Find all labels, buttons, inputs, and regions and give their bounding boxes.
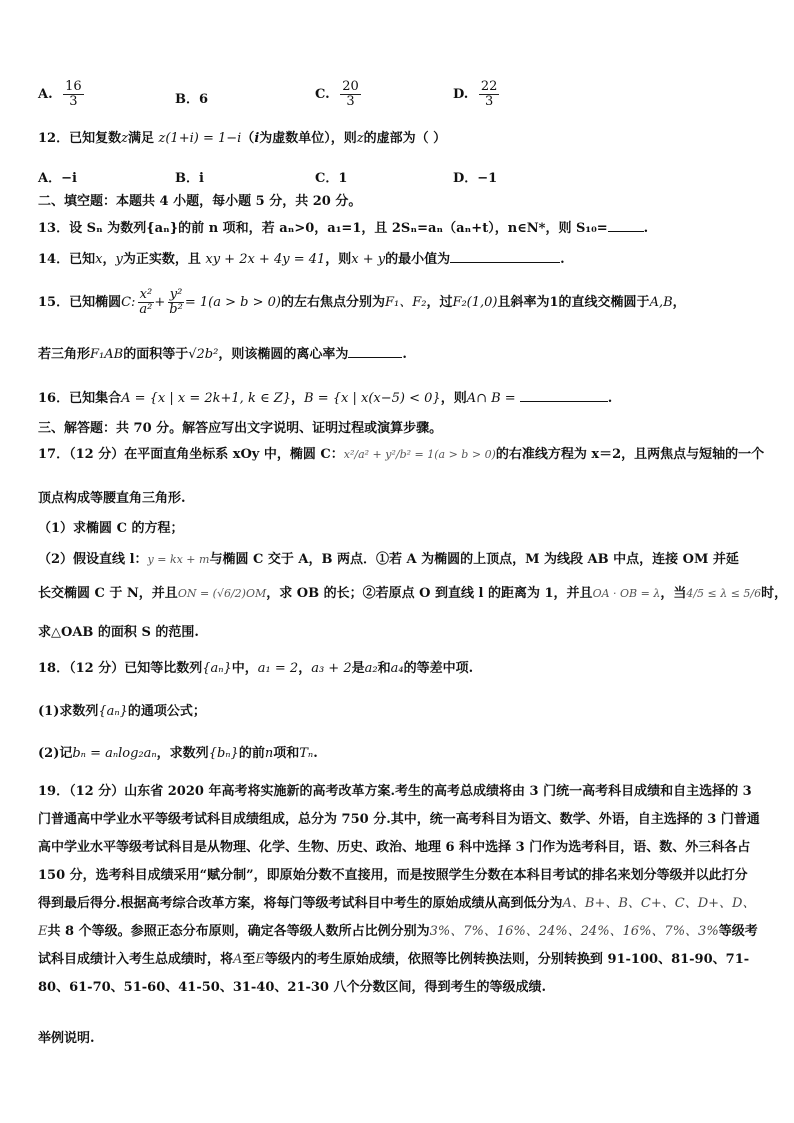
frac-x2-a2: $\frac{\text{x²}}{\text{a²}}$: [139, 287, 153, 317]
answer-blank: [450, 250, 560, 263]
fraction-a: $\frac{16}{3}$: [65, 79, 82, 109]
question-19: 19．（12 分）山东省 2020 年高考将实施新的高考改革方案.考生的高考总成绩将由 3 门统一高考科目成绩和自主选择的 3 门普通高中学业水平等级考试科目成绩组成，总分为 750 分.其中，统一高考科目为语文、数学、外语，自主选择的 3 门普通高中学业水平等级考试科目是从物理、化学、生物、历史、政治、地理 6 科中选择 3 门作为选考科目，语、数、外三科各占 150 分，选考科目成绩采用“赋分制”，即原始分数不直接用，而是按照学生分数在本科目考试的排名来划分等级并以此打分得到最后得分.根据高考综合改革方案，将每门等级考试科目中考生的原始成绩从高到低分为A、B+、B、C+、C、D+、D、E共 8 个等级。参照正态分布原则，确定各等级人数所占比例分别为3%、7%、16%、24%、24%、16%、7%、3%等级考试科目成绩计入考生总成绩时，将A至E等级内的考生原始成绩，依照等比例转换法则，分别转换到 91-100、81-90、71-80、61-70、51-60、41-50、31-40、21-30 八个分数区间，得到考生的等级成绩.: [38, 784, 760, 995]
question-17-line5: 求△OAB 的面积 S 的范围.: [38, 625, 199, 640]
question-15-line2: 若三角形F₁AB的面积等于√2b²，则该椭圆的离心率为 .: [38, 347, 407, 362]
answer-blank: [348, 345, 402, 358]
answer-blank: [520, 389, 608, 402]
question-17-line2: 顶点构成等腰直角三角形.: [38, 491, 186, 506]
question-19-tail: 举例说明.: [38, 1031, 95, 1046]
q12-option-a: A．−i: [38, 171, 77, 186]
question-17-part2: （2）假设直线 l：y = kx + m与椭圆 C 交于 A，B 两点．①若 A 为椭圆的上顶点，M 为线段 AB 中点，连接 OM 并延: [38, 552, 739, 567]
q12-option-d: D．−1: [453, 171, 498, 186]
answer-blank: [608, 219, 644, 232]
question-18-part2: (2)记bₙ = aₙlog₂aₙ，求数列{bₙ}的前n项和Tₙ.: [38, 746, 318, 761]
question-18-line1: 18．（12 分）已知等比数列{aₙ}中，a₁ = 2，a₃ + 2是a₂和a₄的等差中项.: [38, 661, 474, 676]
option-c: C. $\frac{20}{3}$: [315, 79, 359, 109]
question-18-part1: (1)求数列{aₙ}的通项公式；: [38, 704, 206, 719]
question-15-line1: 15．已知椭圆C: $\frac{\text{x²}}{\text{a²}}$ + $\frac{\text{y²}}{\text{b²}}$ = 1(a > b > 0)的左右焦点分别为F₁、F₂，过F₂(1,0)且斜率为1的直线交椭圆于A,B，: [38, 287, 686, 317]
frac-y2-b2: $\frac{\text{y²}}{\text{b²}}$: [169, 287, 183, 317]
question-14: 14．已知x，y为正实数，且 xy + 2x + 4y = 41，则x + y的最小值为 .: [38, 252, 565, 267]
q12-option-c: C．1: [315, 171, 348, 186]
question-17-part1: （1）求椭圆 C 的方程；: [38, 521, 184, 536]
fraction-c: $\frac{20}{3}$: [342, 79, 359, 109]
question-17-line4: 长交椭圆 C 于 N，并且ON = (√6/2)OM，求 OB 的长；②若原点 O 到直线 l 的距离为 1，并且OA · OB = λ，当4/5 ≤ λ ≤ 5/6时，: [38, 586, 788, 601]
section-2-heading: 二、填空题：本题共 4 小题，每小题 5 分，共 20 分。: [38, 194, 362, 209]
option-a: A. $\frac{16}{3}$: [38, 79, 82, 109]
fraction-d: $\frac{22}{3}$: [480, 79, 498, 109]
question-16: 16．已知集合A = {x | x = 2k+1, k ∈ Z}，B = {x | x(x−5) < 0}，则A∩ B = .: [38, 391, 613, 406]
question-12: 12．已知复数z满足 z(1+i) = 1−i（i为虚数单位），则z的虚部为（ ）: [38, 131, 447, 146]
section-3-heading: 三、解答题：共 70 分。解答应写出文字说明、证明过程或演算步骤。: [38, 421, 443, 436]
option-b: B．6: [175, 92, 209, 107]
question-13: 13．设 Sₙ 为数列{aₙ}的前 n 项和，若 aₙ>0，a₁=1，且 2Sₙ=aₙ（aₙ+t），n∈N*，则 S₁₀= .: [38, 221, 649, 236]
q12-option-b: B．i: [175, 171, 204, 186]
question-17-line1: 17．（12 分）在平面直角坐标系 xOy 中，椭圆 C：x²/a² + y²/b² = 1(a > b > 0)的右准线方程为 x＝2，且两焦点与短轴的一个: [38, 447, 765, 462]
option-d: D. $\frac{22}{3}$: [453, 79, 498, 109]
